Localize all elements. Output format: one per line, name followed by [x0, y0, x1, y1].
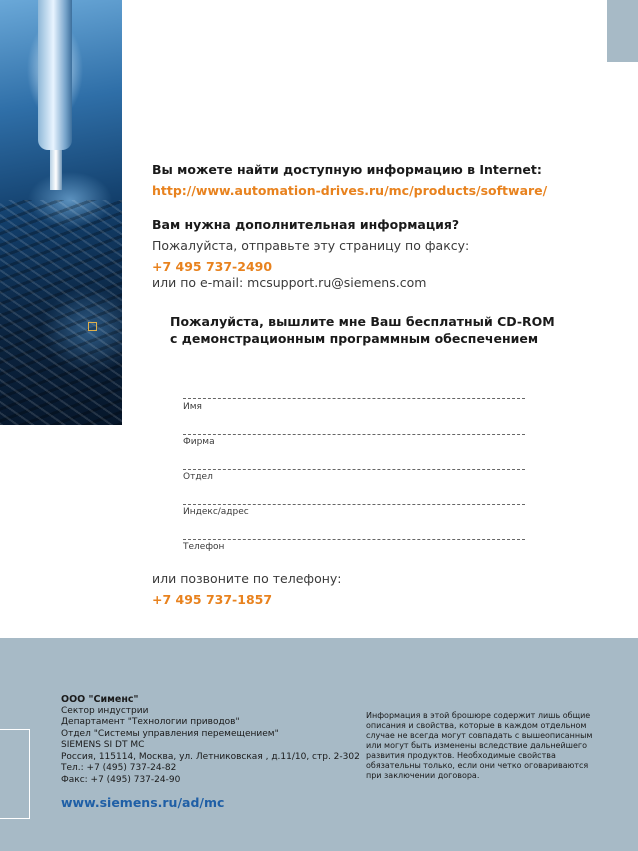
name-field-line[interactable] — [183, 398, 525, 399]
corner-marker-icon — [88, 322, 97, 331]
address-line: Департамент "Технологии приводов" — [61, 717, 240, 727]
corner-tab — [607, 0, 638, 62]
products-url-link[interactable]: http://www.automation-drives.ru/mc/products/software/ — [152, 183, 548, 198]
address-line: SIEMENS SI DT MC — [61, 740, 145, 750]
address-line: Россия, 115114, Москва, ул. Летниковская , д.11/10, стр. 2-302 — [61, 751, 360, 762]
spindle-shape — [38, 0, 72, 150]
drill-bit-shape — [50, 150, 62, 190]
address-line: Факс: +7 (495) 737-24-90 — [61, 774, 181, 785]
cd-request-line-2: с демонстрационным программным обеспечением — [170, 331, 539, 346]
metal-chips-texture — [0, 200, 122, 425]
fax-number: +7 495 737-2490 — [152, 259, 273, 274]
address-field-label: Индекс/адрес — [183, 507, 249, 517]
disclaimer-line: при заключении договора. — [366, 771, 480, 780]
address-field-line[interactable] — [183, 504, 525, 505]
phone-field-line[interactable] — [183, 539, 525, 540]
siemens-website-link[interactable]: www.siemens.ru/ad/mc — [61, 795, 225, 810]
machining-photo — [0, 0, 122, 425]
disclaimer-block — [366, 711, 593, 781]
company-name: ООО "Сименс" — [61, 694, 139, 705]
call-phone-number: +7 495 737-1857 — [152, 592, 273, 607]
company-address-block — [61, 694, 360, 786]
company-field-line[interactable] — [183, 434, 525, 435]
disclaimer-line: Информация в этой брошюре содержит лишь общие — [366, 711, 591, 720]
address-line: Отдел "Системы управления перемещением" — [61, 728, 279, 739]
cd-request-line-1: Пожалуйста, вышлите мне Ваш бесплатный CD-ROM — [170, 314, 555, 329]
department-field-label: Отдел — [183, 472, 213, 482]
address-line: Сектор индустрии — [61, 705, 149, 716]
footer-bracket — [0, 729, 30, 819]
more-info-heading: Вам нужна дополнительная информация? — [152, 217, 460, 232]
disclaimer-line: описания и свойства, которые в каждом отдельном — [366, 721, 587, 730]
company-field-label: Фирма — [183, 437, 215, 447]
email-line: или по e-mail: mcsupport.ru@siemens.com — [152, 275, 427, 290]
fax-prompt: Пожалуйста, отправьте эту страницу по факсу: — [152, 238, 470, 253]
call-prompt: или позвоните по телефону: — [152, 571, 342, 586]
internet-heading: Вы можете найти доступную информацию в Internet: — [152, 162, 542, 177]
disclaimer-line: или могут быть изменены вследствие дальнейшего — [366, 741, 588, 750]
disclaimer-line: обязательны только, если они четко оговариваются — [366, 761, 589, 770]
phone-field-label: Телефон — [183, 542, 225, 552]
disclaimer-line: случае не всегда могут совпадать с вышеописанным — [366, 731, 593, 740]
disclaimer-line: развития продуктов. Необходимые свойства — [366, 751, 556, 760]
address-line: Тел.: +7 (495) 737-24-82 — [61, 763, 177, 773]
name-field-label: Имя — [183, 402, 202, 412]
department-field-line[interactable] — [183, 469, 525, 470]
